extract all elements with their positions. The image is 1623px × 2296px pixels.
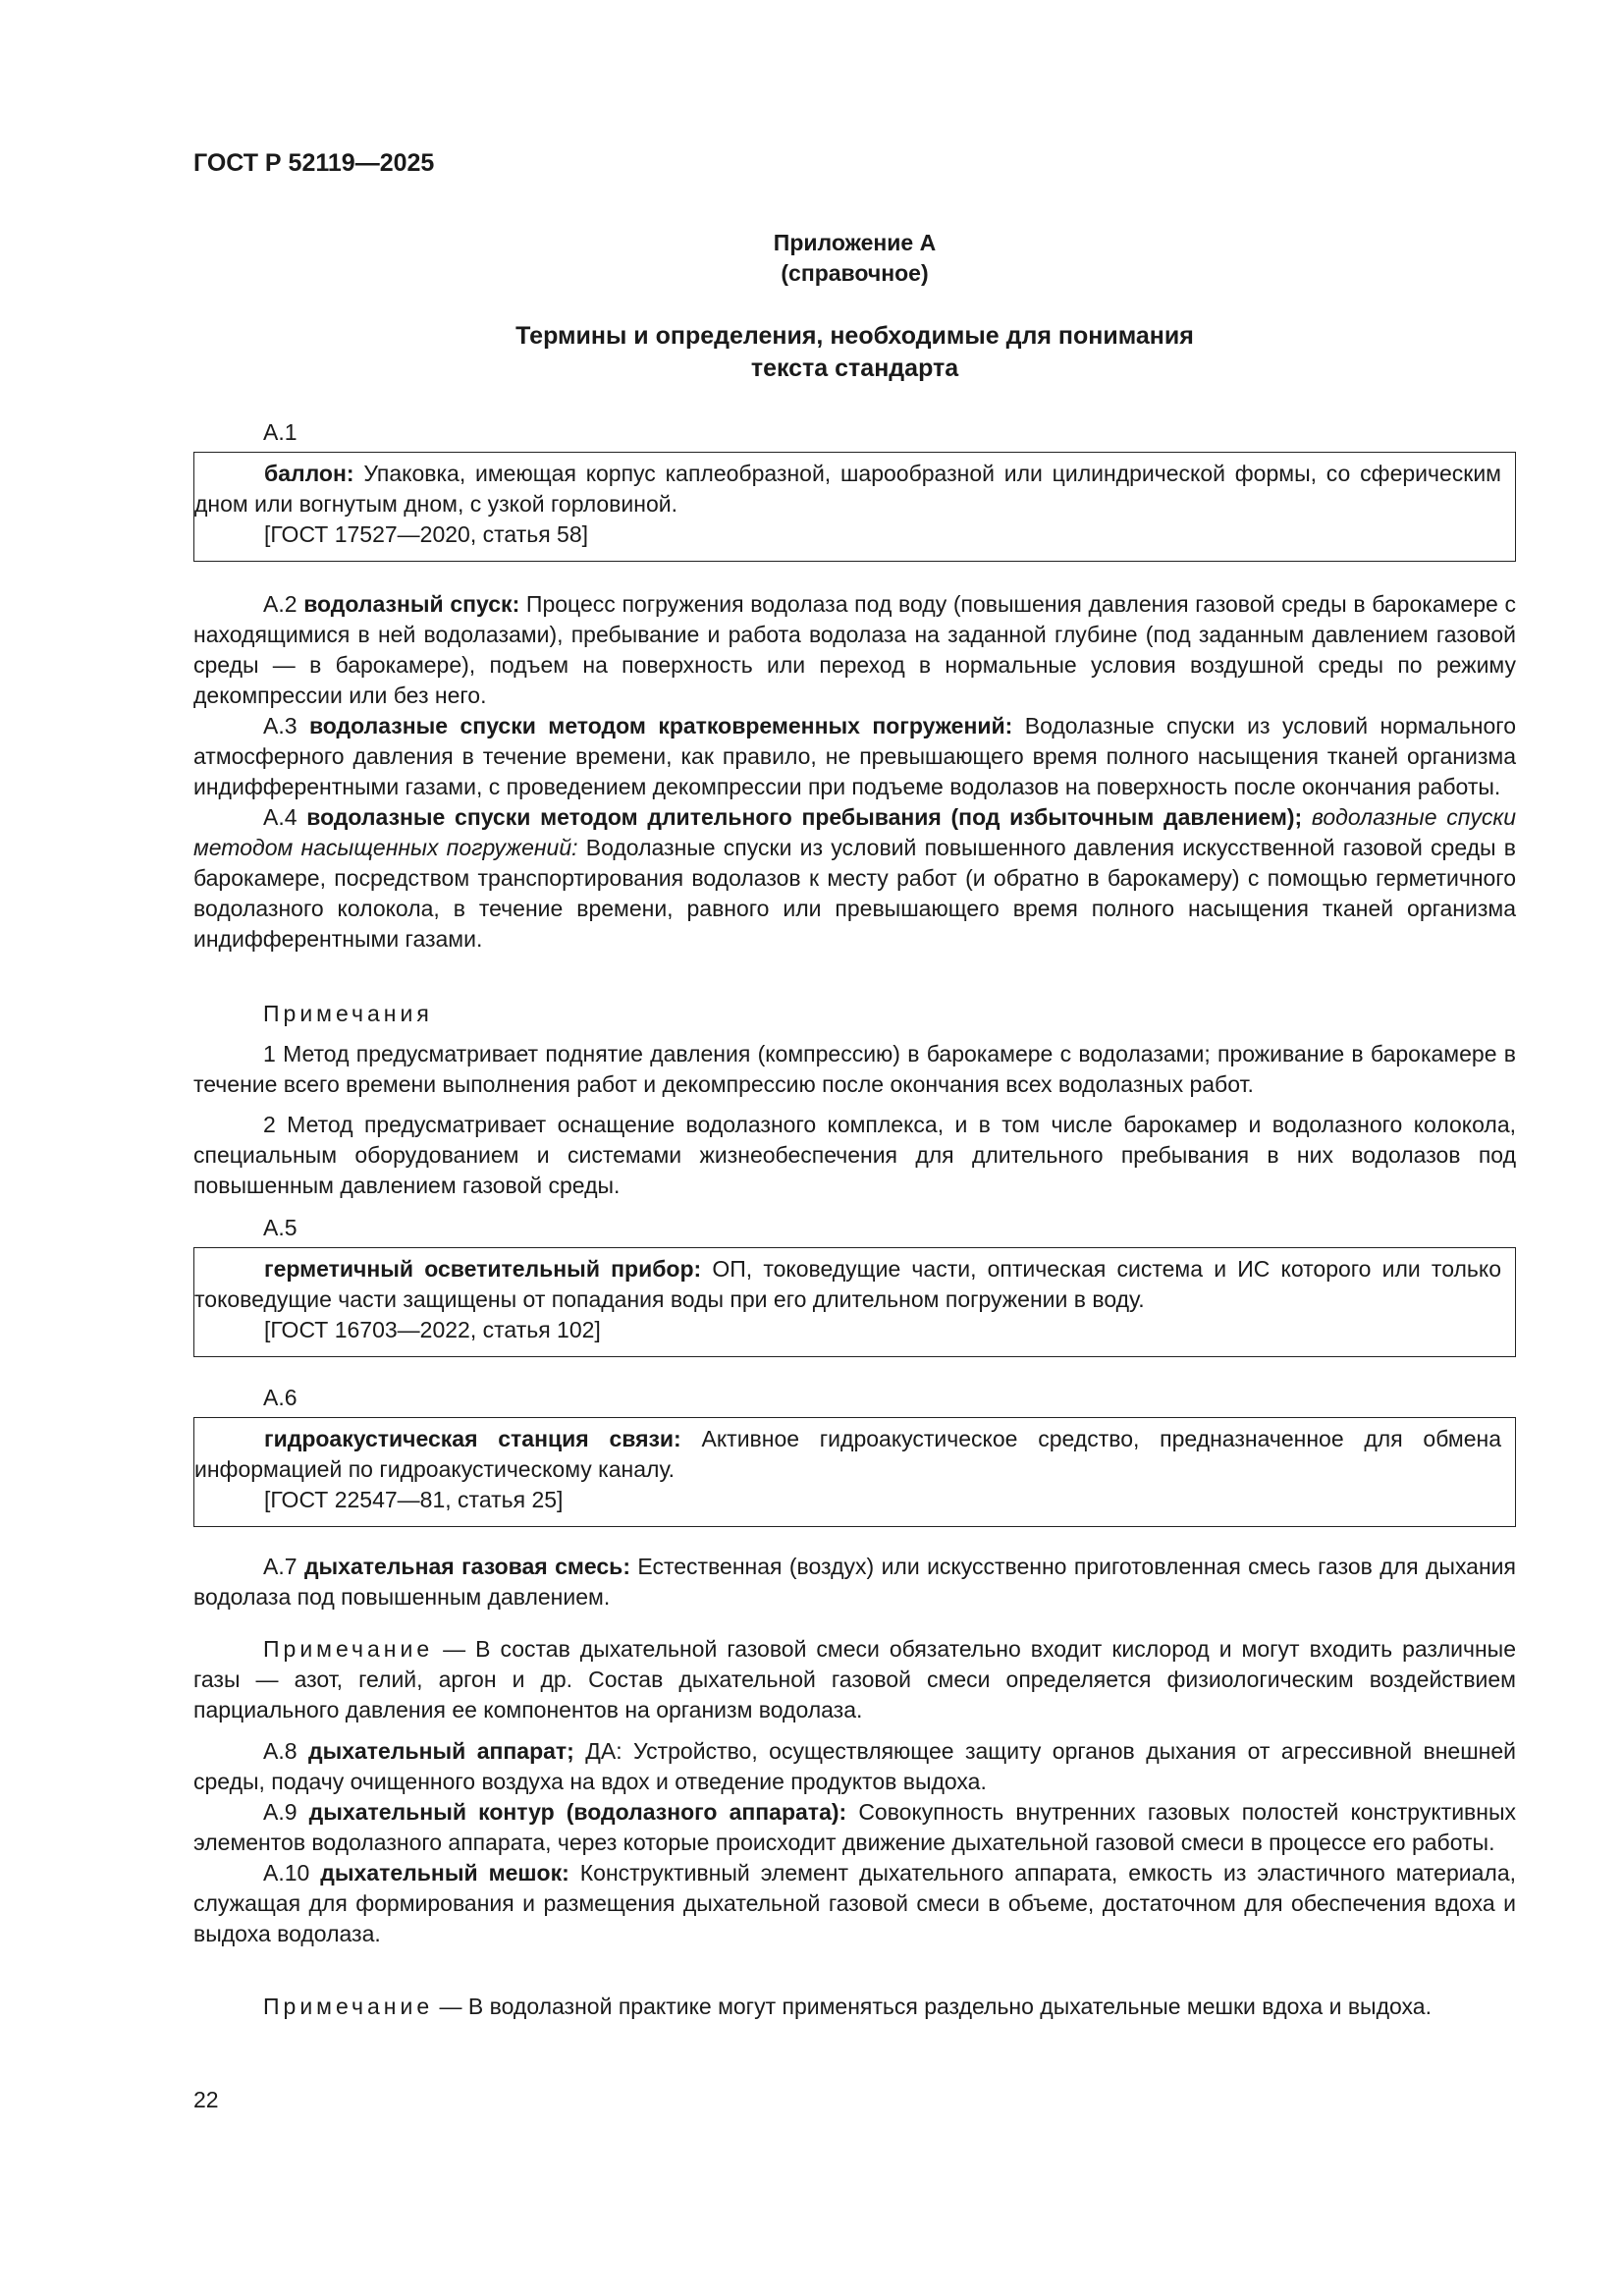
term-a5-definition: ОП, токоведущие части, оптическая система и ИС которого или только токоведущие части защищены от попадания воды при его длительном погружении в воду. xyxy=(194,1256,1501,1312)
term-a4-definition: Водолазные спуски из условий повышенного давления искусственной газовой среды в барокамере, посредством транспортирования водолазов к месту работ (и обратно в барокамеру) с помощью герметичного водолазного колокола, в течение времени, равного или превышающего время полного насыщения тканей организма индифферентными газами. xyxy=(193,835,1516,952)
notes-heading: Примечания xyxy=(263,1001,433,1026)
note-1: 1 Метод предусматривает поднятие давления (компрессию) в барокамере с водолазами; проживание в барокамере в течение всего времени выполнения работ и декомпрессию после окончания всех водолазных работ. xyxy=(193,1041,1516,1097)
note-a10-label: Примечание xyxy=(263,1994,434,2019)
term-a6-definition: Активное гидроакустическое средство, предназначенное для обмена информацией по гидроакустическому каналу. xyxy=(194,1426,1501,1482)
term-a10: А.10 дыхательный мешок: Конструктивный элемент дыхательного аппарата, емкость из эластичного материала, служащая для формирования и размещения дыхательной газовой смеси в объеме, достаточном для обеспечения вдоха и выдоха водолаза. xyxy=(193,1860,1517,1946)
note-a7-label: Примечание xyxy=(263,1636,434,1662)
terms-a8-a10 xyxy=(193,1736,1516,1949)
document-id: ГОСТ Р 52119—2025 xyxy=(193,149,435,177)
page-number: 22 xyxy=(193,2087,219,2112)
term-a6-name: гидроакустическая станция связи: xyxy=(264,1426,681,1451)
term-a7: А.7 дыхательная газовая смесь: Естественная (воздух) или искусственно приготовленная смесь газов для дыхания водолаза под повышенным давлением. xyxy=(193,1554,1516,1610)
note-a10 xyxy=(193,1992,1516,2022)
note-a7-text: — В состав дыхательной газовой смеси обязательно входит кислород и могут входить различные газы — азот, гелий, аргон и др. Состав дыхательной газовой смеси определяется физиологическим воздействием парциального давления ее компонентов на организм водолаза. xyxy=(193,1636,1516,1722)
term-a5-box xyxy=(193,1247,1516,1357)
term-a4: А.4 водолазные спуски методом длительного пребывания (под избыточным давлением); водолазные спуски методом насыщенных погружений: Водолазные спуски из условий повышенного давления искусственной газовой среды в барокамере, посредством транспортирования водолазов к месту работ (и обратно в барокамеру) с помощью герметичного водолазного колокола, в течение времени, равного или превышающего время полного насыщения тканей организма индифферентными газами. xyxy=(193,804,1517,952)
term-a5-name: герметичный осветительный прибор: xyxy=(264,1256,702,1282)
term-a10-name: дыхательный мешок: xyxy=(320,1860,569,1886)
term-a1-reference: [ГОСТ 17527—2020, статья 58] xyxy=(264,521,589,547)
term-a5-reference: [ГОСТ 16703—2022, статья 102] xyxy=(264,1317,601,1342)
term-a8: А.8 дыхательный аппарат; ДА: Устройство, осуществляющее защиту органов дыхания от агрессивной внешней среды, подачу очищенного воздуха на вдох и отведение продуктов выдоха. xyxy=(193,1738,1516,1794)
annex-heading xyxy=(193,228,1516,289)
term-a6-reference: [ГОСТ 22547—81, статья 25] xyxy=(264,1487,564,1512)
term-a9-definition: Совокупность внутренних газовых полостей конструктивных элементов водолазного аппарата, через которые происходит движение дыхательной газовой смеси в процессе его работы. xyxy=(193,1799,1516,1855)
term-a1-definition: Упаковка, имеющая корпус каплеобразной, шарообразной или цилиндрической формы, со сферическим дном или вогнутым дном, с узкой горловиной. xyxy=(194,461,1501,517)
annex-title: Приложение А xyxy=(773,230,937,255)
term-a6-number: А.6 xyxy=(263,1385,298,1410)
term-a8-name: дыхательный аппарат; xyxy=(307,1738,574,1764)
term-a5-number: А.5 xyxy=(263,1215,298,1240)
term-a7-name: дыхательная газовая смесь: xyxy=(303,1554,630,1579)
annex-kind: (справочное) xyxy=(781,260,929,286)
terms-a2-a4 xyxy=(193,589,1516,955)
term-a9: А.9 дыхательный контур (водолазного аппарата): Совокупность внутренних газовых полостей конструктивных элементов водолазного аппарата, через которые происходит движение дыхательной газовой смеси в процессе его работы. xyxy=(193,1799,1516,1855)
term-a2: А.2 водолазный спуск: Процесс погружения водолаза под воду (повышения давления газовой среды в барокамере с находящимися в ней водолазами), пребывание и работа водолаза на заданной глубине (под заданным давлением газовой среды — в барокамере), подъем на поверхность или переход в нормальные условия воздушной среды по режиму декомпрессии или без него. xyxy=(193,591,1516,708)
term-a3-name: водолазные спуски методом кратковременных погружений: xyxy=(308,713,1013,738)
term-a10-definition: Конструктивный элемент дыхательного аппарата, емкость из эластичного материала, служащая для формирования и размещения дыхательной газовой смеси в объеме, достаточном для обеспечения вдоха и выдоха водолаза. xyxy=(193,1860,1517,1946)
term-a1-name: баллон: xyxy=(264,461,354,486)
section-title-line1: Термины и определения, необходимые для понимания xyxy=(515,322,1194,350)
section-title-line2: текста стандарта xyxy=(750,355,959,382)
note-a7 xyxy=(193,1634,1516,1725)
note-a10-text: — В водолазной практике могут применяться раздельно дыхательные мешки вдоха и выдоха. xyxy=(433,1994,1432,2019)
notes-a4 xyxy=(193,999,1516,1201)
term-a3-definition: Водолазные спуски из условий нормального атмосферного давления в течение времени, как правило, не превышающего время полного насыщения тканей организма индифферентными газами, с проведением декомпрессии при подъеме водолазов на поверхность после окончания работы. xyxy=(193,713,1516,799)
term-a2-definition: Процесс погружения водолаза под воду (повышения давления газовой среды в барокамере с находящимися в ней водолазами), пребывание и работа водолаза на заданной глубине (под заданным давлением газовой среды — в барокамере), подъем на поверхность или переход в нормальные условия воздушной среды по режиму декомпрессии или без него. xyxy=(193,591,1516,708)
term-a1-number: А.1 xyxy=(263,419,298,445)
term-a4-synonym: водолазные спуски методом насыщенных погружений: xyxy=(193,804,1517,860)
term-a4-name: водолазные спуски методом длительного пребывания (под избыточным давлением); xyxy=(306,804,1303,830)
section-title xyxy=(193,320,1516,385)
term-a8-definition: ДА: Устройство, осуществляющее защиту органов дыхания от агрессивной внешней среды, подачу очищенного воздуха на вдох и отведение продуктов выдоха. xyxy=(193,1738,1516,1794)
term-a6-box xyxy=(193,1417,1516,1527)
term-a2-name: водолазный спуск: xyxy=(303,591,520,617)
term-a7-definition: Естественная (воздух) или искусственно приготовленная смесь газов для дыхания водолаза под повышенным давлением. xyxy=(193,1554,1516,1610)
term-a9-name: дыхательный контур (водолазного аппарата): xyxy=(308,1799,847,1825)
term-a1-box xyxy=(193,452,1516,562)
note-2: 2 Метод предусматривает оснащение водолазного комплекса, и в том числе барокамер и водолазного колокола, специальным оборудованием и системами жизнеобеспечения для длительного пребывания в них водолазов под повышенным давлением газовой среды. xyxy=(193,1112,1516,1198)
term-a3: А.3 водолазные спуски методом кратковременных погружений: Водолазные спуски из условий нормального атмосферного давления в течение времени, как правило, не превышающего время полного насыщения тканей организма индифферентными газами, с проведением декомпрессии при подъеме водолазов на поверхность после окончания работы. xyxy=(193,713,1516,799)
